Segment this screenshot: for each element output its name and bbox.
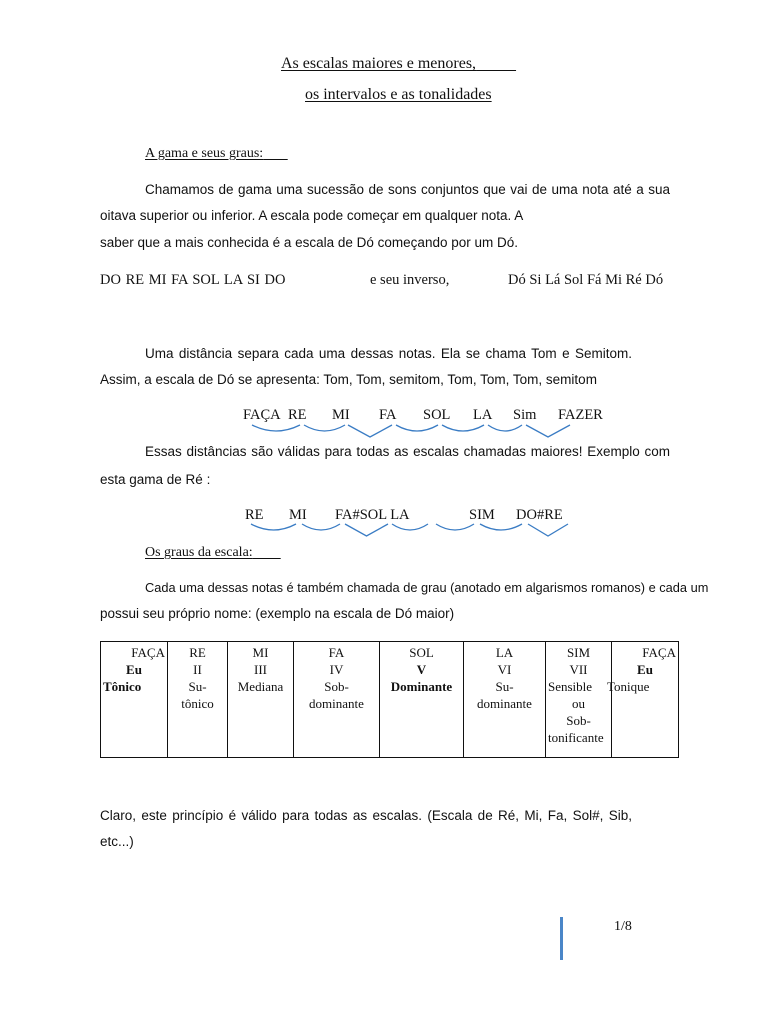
table-cell-degree-7: SIM VII Sensible ou Sob- tonificante (546, 642, 612, 758)
section-heading-gama: A gama e seus graus: (145, 146, 264, 161)
page-marker-bar (560, 917, 563, 960)
tone-arc (488, 425, 522, 431)
c-scale-note: FAZER (558, 407, 603, 423)
paragraph-1-line-1: Chamamos de gama uma sucessão de sons conjuntos que vai de uma nota até a sua (145, 182, 670, 197)
paragraph-4-line-1: Cada uma dessas notas é também chamada de grau (anotado em algarismos romanos) e cada um (145, 580, 709, 595)
c-scale-note: RE (288, 407, 307, 423)
d-scale-note: SIM (469, 507, 495, 523)
paragraph-3-line-2: esta gama de Ré : (100, 472, 211, 487)
paragraph-4-line-2: possui seu próprio nome: (exemplo na escala de Dó maior) (100, 606, 455, 621)
tone-arc (304, 425, 345, 431)
paragraph-1-line-3: saber que a mais conhecida é a escala de Dó começando por um Dó. (100, 235, 518, 250)
section-heading-graus: Os graus da escala: (145, 545, 253, 560)
page-number: 1/8 (614, 919, 632, 934)
d-scale-note: RE (245, 507, 264, 523)
tone-arc (480, 524, 522, 530)
paragraph-2-line-2: Assim, a escala de Dó se apresenta: Tom, Tom, semitom, Tom, Tom, Tom, semitom (100, 372, 597, 387)
paragraph-5-line-2: etc...) (100, 834, 134, 849)
page-title-line2: os intervalos e as tonalidades (305, 86, 492, 103)
scale-inverse-notes: Dó Si Lá Sol Fá Mi Ré Dó (508, 272, 664, 288)
semitone-vee (528, 524, 568, 536)
c-scale-note: LA (473, 407, 493, 423)
c-scale-note: FA (379, 407, 397, 423)
tone-arc (302, 524, 340, 530)
c-scale-note: SOL (423, 407, 451, 423)
paragraph-3-line-1: Essas distâncias são válidas para todas as escalas chamadas maiores! Exemplo com (145, 444, 670, 459)
tone-arc (392, 524, 428, 530)
scale-inverse-label: e seu inverso, (370, 272, 450, 288)
c-scale-note: MI (332, 407, 350, 423)
scale-degrees-table (100, 641, 679, 758)
d-scale-note: FA#SOL LA (335, 507, 410, 523)
paragraph-1-line-2: oitava superior ou inferior. A escala pode começar em qualquer nota. A (100, 208, 524, 223)
semitone-vee (348, 425, 392, 437)
table-cell-degree-4: FA IV Sob- dominante (294, 642, 380, 758)
scale-notes: DO RE MI FA SOL LA SI DO (100, 272, 286, 288)
semitone-vee (526, 425, 570, 437)
table-cell-degree-6: LA VI Su- dominante (464, 642, 546, 758)
table-cell-degree-2: RE II Su- tônico (168, 642, 228, 758)
tone-arc (442, 425, 484, 431)
semitone-vee (345, 524, 388, 536)
tone-arc (251, 524, 296, 530)
table-cell-degree-1: FAÇA Eu Tônico (101, 642, 168, 758)
d-scale-note: MI (289, 507, 307, 523)
tone-arc (252, 425, 300, 431)
tone-arc (436, 524, 474, 530)
table-cell-degree-8: FAÇA Eu Tonique (612, 642, 679, 758)
d-scale-note: DO#RE (516, 507, 563, 523)
tone-arc (396, 425, 438, 431)
c-scale-note: Sim (513, 407, 537, 423)
paragraph-5-line-1: Claro, este princípio é válido para todas as escalas. (Escala de Ré, Mi, Fa, Sol#, Sib, (100, 808, 632, 823)
table-cell-degree-3: MI III Mediana (228, 642, 294, 758)
c-scale-note: FAÇA (243, 407, 281, 423)
page-title-line1: As escalas maiores e menores, (281, 55, 477, 72)
paragraph-2-line-1: Uma distância separa cada uma dessas notas. Ela se chama Tom e Semitom. (145, 346, 632, 361)
table-cell-degree-5: SOL V Dominante (380, 642, 464, 758)
